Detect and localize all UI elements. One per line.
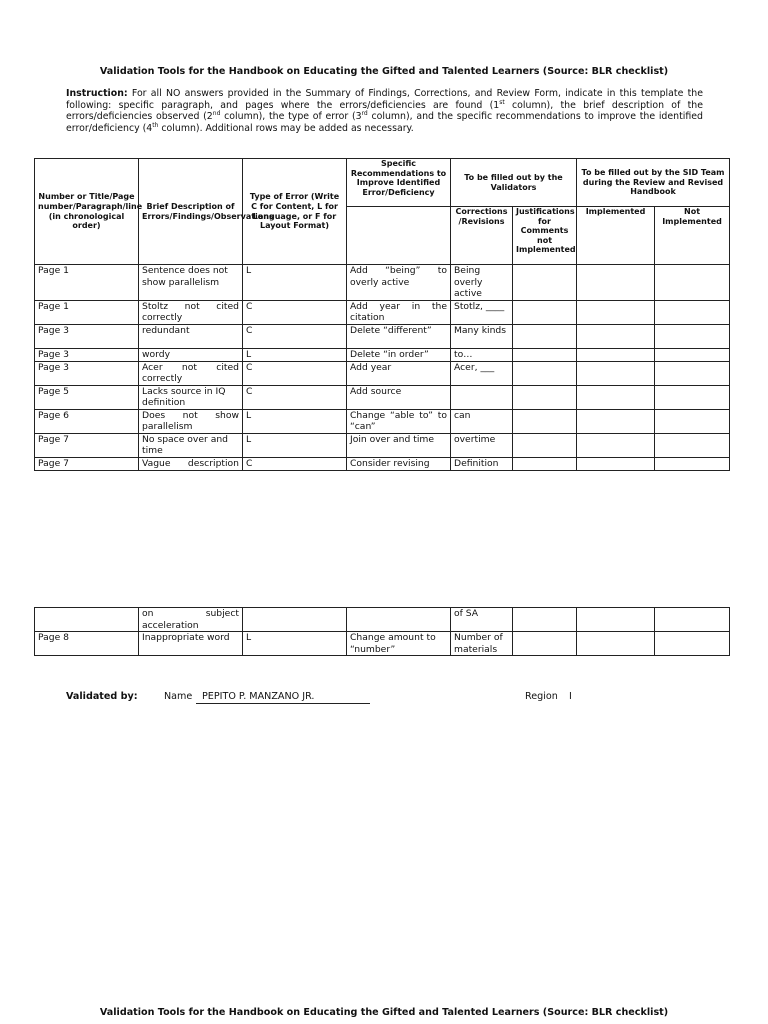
cell-recommendation: Add year	[347, 361, 451, 385]
cell-type: L	[243, 265, 347, 301]
cell-recommendation: Change amount to “number”	[347, 632, 451, 656]
cell-justification	[513, 300, 577, 324]
header-page-number: Number or Title/Page number/Paragraph/line (in chronological order)	[35, 159, 139, 265]
document-title-repeat: Validation Tools for the Handbook on Educating the Gifted and Talented Learners (Source: BLR checklist)	[99, 1007, 669, 1018]
cell-description: Stoltz not cited correctly	[139, 300, 243, 324]
cell-type	[243, 608, 347, 632]
cell-page: Page 3	[35, 361, 139, 385]
cell-type: L	[243, 348, 347, 361]
cell-description: redundant	[139, 324, 243, 348]
header-recommendations: Specific Recommendations to Improve Identified Error/Deficiency	[347, 159, 451, 207]
cell-type: L	[243, 632, 347, 656]
cell-not-implemented	[655, 265, 730, 301]
table-row	[35, 265, 730, 301]
table-row	[35, 409, 730, 433]
cell-implemented	[577, 409, 655, 433]
document-title: Validation Tools for the Handbook on Educating the Gifted and Talented Learners (Source: BLR checklist)	[99, 66, 669, 77]
cell-implemented	[577, 385, 655, 409]
cell-page	[35, 608, 139, 632]
header-corrections: Corrections /Revisions	[451, 207, 513, 265]
header-error-type: Type of Error (Write C for Content, L for Language, or F for Layout Format)	[243, 159, 347, 265]
region-value: I	[569, 691, 572, 702]
cell-recommendation: Delete “in order”	[347, 348, 451, 361]
cell-justification	[513, 632, 577, 656]
cell-correction: overtime	[451, 433, 513, 457]
cell-not-implemented	[655, 457, 730, 470]
table-row	[35, 385, 730, 409]
validation-table-continued	[34, 607, 730, 656]
cell-description: on subject acceleration	[139, 608, 243, 632]
cell-correction: Acer, ___	[451, 361, 513, 385]
cell-correction: Definition	[451, 457, 513, 470]
cell-recommendation: Change “able to” to “can”	[347, 409, 451, 433]
cell-correction: Being overly active	[451, 265, 513, 301]
cell-type: C	[243, 300, 347, 324]
header-description: Brief Description of Errors/Findings/Observations	[139, 159, 243, 265]
table-row	[35, 300, 730, 324]
cell-description: No space over and time	[139, 433, 243, 457]
header-justifications: Justifications for Comments not Implemented	[513, 207, 577, 265]
cell-not-implemented	[655, 300, 730, 324]
cell-recommendation: Consider revising	[347, 457, 451, 470]
region-label: Region	[525, 691, 558, 702]
cell-page: Page 3	[35, 348, 139, 361]
cell-correction: Stotlz, ____	[451, 300, 513, 324]
cell-justification	[513, 361, 577, 385]
validator-name: PEPITO P. MANZANO JR.	[196, 691, 370, 704]
header-implemented: Implemented	[577, 207, 655, 265]
cell-not-implemented	[655, 433, 730, 457]
cell-not-implemented	[655, 324, 730, 348]
cell-recommendation: Add “being” to overly active	[347, 265, 451, 301]
cell-page: Page 7	[35, 433, 139, 457]
cell-description: Does not show parallelism	[139, 409, 243, 433]
cell-implemented	[577, 265, 655, 301]
cell-type: L	[243, 433, 347, 457]
table-row	[35, 608, 730, 632]
cell-page: Page 5	[35, 385, 139, 409]
instruction-paragraph: Instruction: For all NO answers provided in the Summary of Findings, Corrections, and Review Form, indicate in this template the following: specific paragraph, and pages where the errors/deficiencies are found (1st column), the brief description of the errors/deficiencies observed (2nd column), the type of error (3rd column), and the specific recommendations to improve the identified error/deficiency (4th column). Additional rows may be added as necessary.	[66, 88, 703, 135]
cell-implemented	[577, 457, 655, 470]
cell-correction: Number of materials	[451, 632, 513, 656]
cell-implemented	[577, 433, 655, 457]
cell-description: wordy	[139, 348, 243, 361]
cell-justification	[513, 457, 577, 470]
cell-description: Sentence does not show parallelism	[139, 265, 243, 301]
cell-implemented	[577, 361, 655, 385]
cell-page: Page 7	[35, 457, 139, 470]
cell-description: Lacks source in IQ definition	[139, 385, 243, 409]
header-recommendations-blank	[347, 207, 451, 265]
table-row	[35, 324, 730, 348]
cell-implemented	[577, 608, 655, 632]
name-label: Name	[164, 691, 193, 702]
cell-not-implemented	[655, 385, 730, 409]
cell-page: Page 1	[35, 265, 139, 301]
cell-not-implemented	[655, 632, 730, 656]
cell-recommendation	[347, 608, 451, 632]
cell-justification	[513, 324, 577, 348]
cell-type: C	[243, 457, 347, 470]
cell-implemented	[577, 300, 655, 324]
cell-page: Page 8	[35, 632, 139, 656]
cell-justification	[513, 608, 577, 632]
cell-type: C	[243, 361, 347, 385]
cell-correction: of SA	[451, 608, 513, 632]
cell-not-implemented	[655, 361, 730, 385]
cell-justification	[513, 409, 577, 433]
instruction-label: Instruction:	[66, 88, 128, 99]
table-row	[35, 348, 730, 361]
table-row	[35, 361, 730, 385]
cell-recommendation: Add source	[347, 385, 451, 409]
cell-implemented	[577, 324, 655, 348]
cell-justification	[513, 433, 577, 457]
cell-description: Vague description	[139, 457, 243, 470]
cell-not-implemented	[655, 409, 730, 433]
cell-justification	[513, 348, 577, 361]
cell-not-implemented	[655, 608, 730, 632]
cell-type: C	[243, 324, 347, 348]
cell-page: Page 6	[35, 409, 139, 433]
table-row	[35, 457, 730, 470]
cell-correction: to…	[451, 348, 513, 361]
header-validators: To be filled out by the Validators	[451, 159, 577, 207]
cell-type: L	[243, 409, 347, 433]
cell-correction	[451, 385, 513, 409]
cell-implemented	[577, 632, 655, 656]
cell-implemented	[577, 348, 655, 361]
cell-not-implemented	[655, 348, 730, 361]
cell-recommendation: Delete “different”	[347, 324, 451, 348]
cell-justification	[513, 265, 577, 301]
cell-page: Page 3	[35, 324, 139, 348]
table-row	[35, 433, 730, 457]
cell-recommendation: Join over and time	[347, 433, 451, 457]
header-not-implemented: Not Implemented	[655, 207, 730, 265]
cell-correction: can	[451, 409, 513, 433]
cell-description: Inappropriate word	[139, 632, 243, 656]
header-sid-team: To be filled out by the SID Team during the Review and Revised Handbook	[577, 159, 730, 207]
cell-type: C	[243, 385, 347, 409]
cell-justification	[513, 385, 577, 409]
cell-description: Acer not cited correctly	[139, 361, 243, 385]
table-row	[35, 632, 730, 656]
cell-page: Page 1	[35, 300, 139, 324]
cell-recommendation: Add year in the citation	[347, 300, 451, 324]
validated-by-label: Validated by:	[66, 691, 138, 702]
validation-table	[34, 158, 730, 471]
cell-correction: Many kinds	[451, 324, 513, 348]
